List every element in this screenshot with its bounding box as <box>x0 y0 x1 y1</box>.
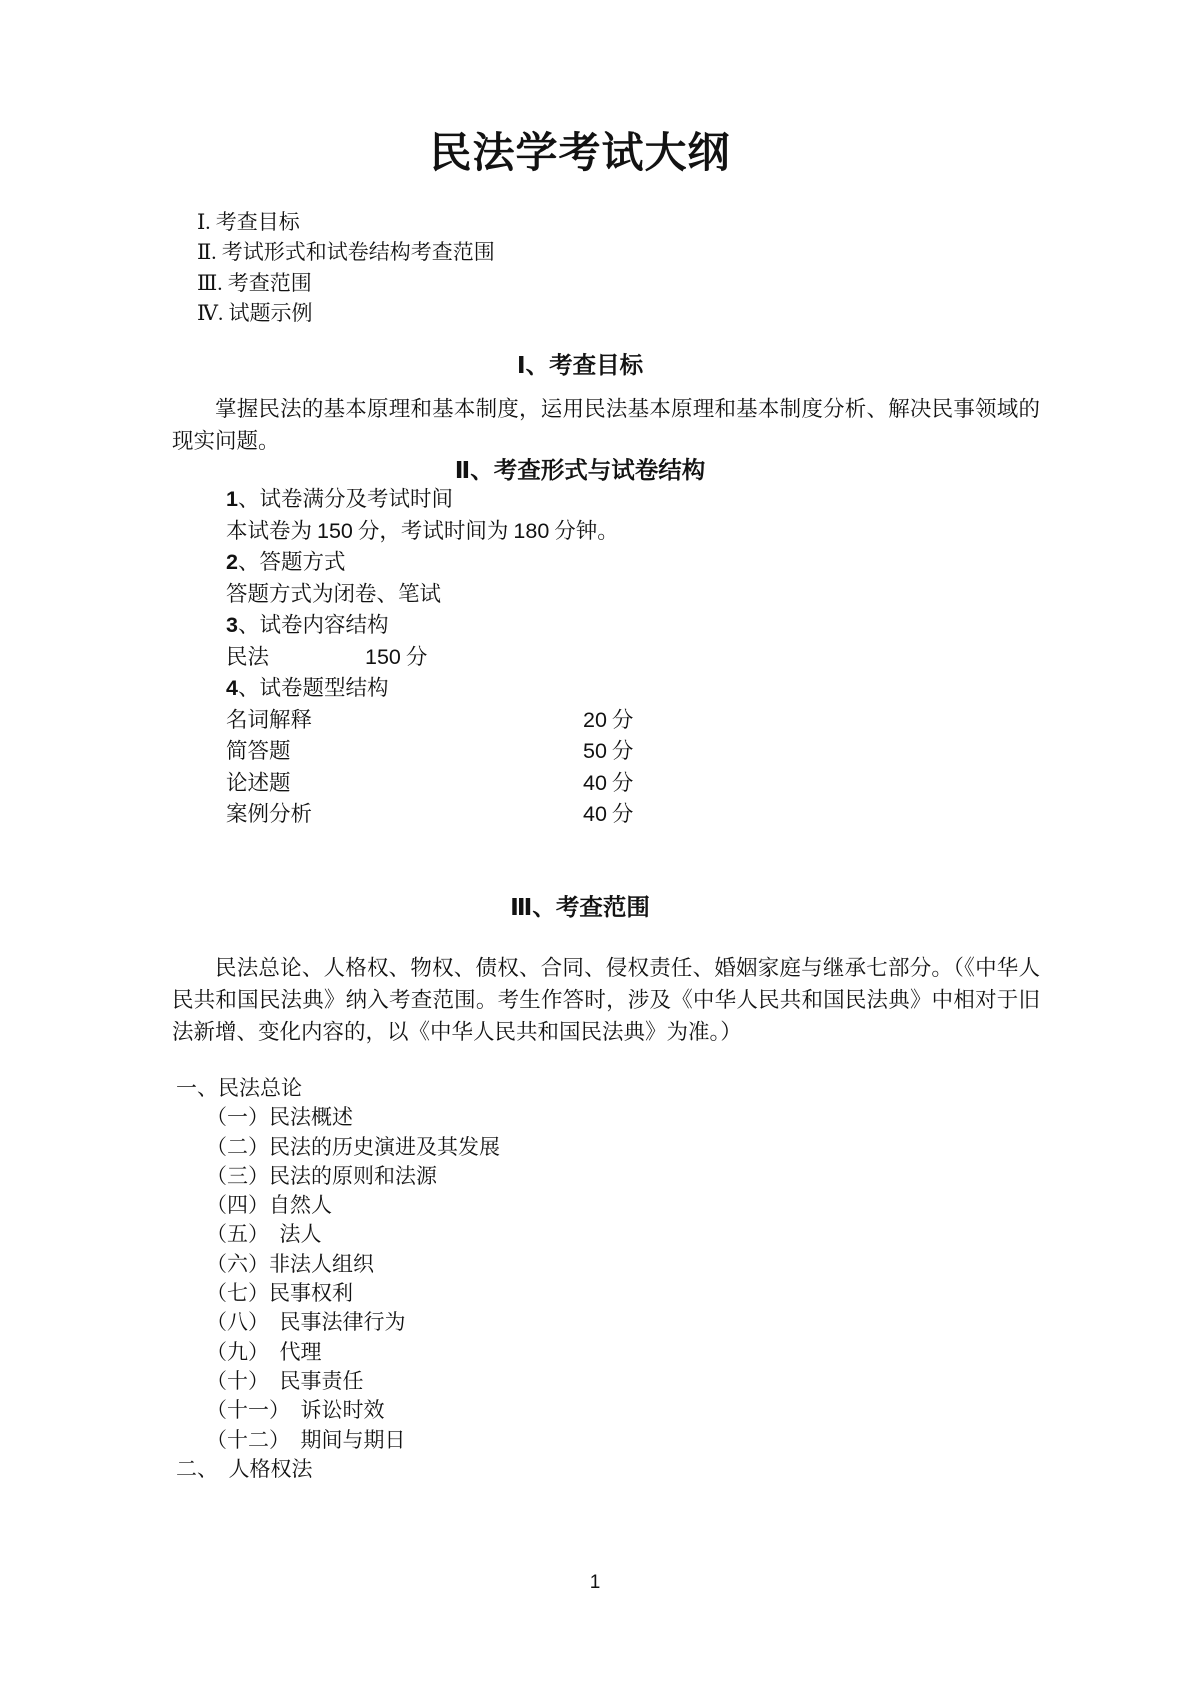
question-type-label: 名词解释 <box>226 707 313 732</box>
section-heading-goal: Ⅰ、考查目标 <box>516 352 644 378</box>
exam-item-3-title <box>226 610 1040 642</box>
toc-item-4: Ⅳ. 试题示例 <box>197 301 313 326</box>
content-structure-row <box>226 642 1040 674</box>
score-unit: 分 <box>611 770 634 795</box>
body-text: 分钟。 <box>554 518 619 543</box>
outline-item: （六）非法人组织 <box>206 1251 374 1276</box>
score-unit: 分 <box>611 707 634 732</box>
outline-item: （八） 民事法律行为 <box>206 1310 406 1335</box>
item-title-text: 、试卷题型结构 <box>237 676 389 700</box>
exam-structure-block <box>226 484 1040 831</box>
table-of-contents <box>197 207 495 329</box>
item-number: 2 <box>226 550 238 574</box>
outline-item: （九） 代理 <box>206 1339 322 1364</box>
body-text: 分，考试时间为 <box>357 518 509 543</box>
question-type-label: 论述题 <box>226 770 291 795</box>
score-value: 50 <box>583 739 607 763</box>
item-title-text: 、答题方式 <box>237 550 346 574</box>
score-value: 40 <box>583 802 607 826</box>
paragraph-goal: 掌握民法的基本原理和基本制度，运用民法基本原理和基本制度分析、解决民事领域的现实问题。 <box>172 397 1040 453</box>
outline-item: （十） 民事责任 <box>206 1368 364 1393</box>
subject-score <box>360 642 427 674</box>
score-total: 150 <box>317 518 353 543</box>
duration-minutes: 180 <box>513 518 550 543</box>
item-number: 1 <box>226 487 238 511</box>
question-type-row <box>226 799 1040 831</box>
score-value: 150 <box>365 644 401 669</box>
outline-item: （十一） 诉讼时效 <box>206 1398 385 1423</box>
outline-item: （十二） 期间与期日 <box>206 1427 406 1452</box>
toc-item-2: Ⅱ. 考试形式和试卷结构考查范围 <box>197 240 495 265</box>
question-type-score <box>578 768 633 800</box>
item-number: 3 <box>226 613 238 637</box>
item-number: 4 <box>226 676 238 700</box>
score-value: 40 <box>583 770 607 795</box>
toc-item-1: Ⅰ. 考查目标 <box>197 210 300 234</box>
outline-item: （二）民法的历史演进及其发展 <box>206 1134 500 1159</box>
item-title-text: 、试卷内容结构 <box>237 613 389 637</box>
section-heading-scope: Ⅲ、考查范围 <box>510 894 650 920</box>
outline-item: 一、民法总论 <box>176 1076 302 1100</box>
score-unit: 分 <box>611 802 634 826</box>
page-title: 民法学考试大纲 <box>429 131 731 177</box>
body-text: 本试卷为 <box>226 518 313 543</box>
outline-item: （一）民法概述 <box>206 1105 353 1130</box>
question-type-score <box>578 705 633 737</box>
question-type-row <box>226 705 1040 737</box>
exam-item-2-title <box>226 547 1040 579</box>
exam-item-1-body <box>226 516 1040 548</box>
question-type-row <box>226 768 1040 800</box>
item-title-text: 、试卷满分及考试时间 <box>237 487 453 511</box>
outline-item: （四）自然人 <box>206 1193 332 1218</box>
question-type-label: 简答题 <box>226 739 291 763</box>
score-unit: 分 <box>611 739 634 763</box>
outline-item: （三）民法的原则和法源 <box>206 1163 437 1188</box>
outline-item: 二、 人格权法 <box>176 1456 313 1481</box>
score-value: 20 <box>583 707 607 732</box>
page-number: 1 <box>589 1572 601 1593</box>
subject-label: 民法 <box>226 644 270 669</box>
outline-item: （五） 法人 <box>206 1222 322 1247</box>
exam-item-1-title <box>226 484 1040 516</box>
question-type-score <box>578 799 633 831</box>
question-type-score <box>578 736 633 768</box>
question-type-label: 案例分析 <box>226 802 313 826</box>
question-type-row <box>226 736 1040 768</box>
exam-item-2-body: 答题方式为闭卷、笔试 <box>226 581 442 606</box>
scope-outline <box>172 1074 500 1484</box>
exam-item-4-title <box>226 673 1040 705</box>
score-unit: 分 <box>405 644 428 669</box>
outline-item: （七）民事权利 <box>206 1281 353 1306</box>
section-heading-format: Ⅱ、考查形式与试卷结构 <box>454 457 706 483</box>
paragraph-scope: 民法总论、人格权、物权、债权、合同、侵权责任、婚姻家庭与继承七部分。（《中华人民共和国民法典》纳入考查范围。考生作答时，涉及《中华人民共和国民法典》中相对于旧法新增、变化内容的，以《中华人民共和国民法典》为准。） <box>172 956 1040 1044</box>
toc-item-3: Ⅲ. 考查范围 <box>197 270 312 295</box>
